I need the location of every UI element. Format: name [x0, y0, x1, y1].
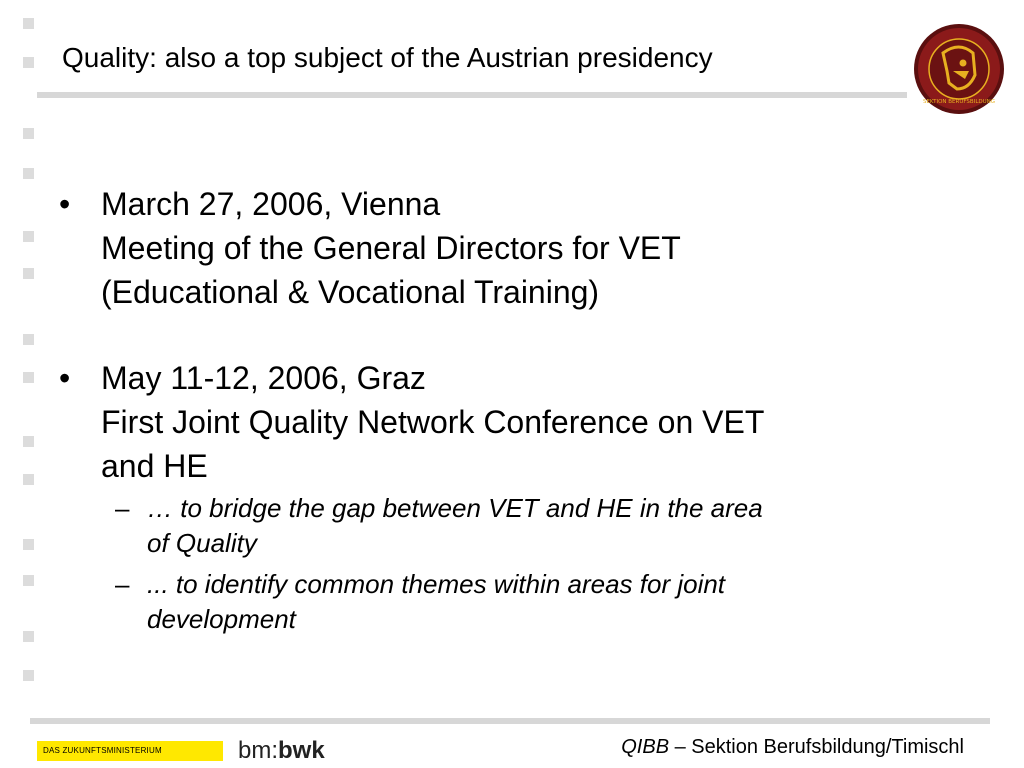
bullet-line: (Educational & Vocational Training): [101, 274, 600, 310]
sub-bullet-item: [55, 491, 985, 561]
svg-text:SEKTION BERUFSBILDUNG: SEKTION BERUFSBILDUNG: [922, 99, 996, 105]
deco-square: [23, 575, 34, 586]
qibb-label: QIBB: [621, 736, 670, 758]
bullet-dot: •: [59, 186, 71, 222]
bullet-item: [55, 356, 985, 488]
footer-credit: [621, 733, 964, 761]
bullet-line: Meeting of the General Directors for VET: [101, 230, 681, 266]
bullet-dot: •: [59, 360, 71, 396]
deco-square: [23, 474, 34, 485]
sub-bullet-line: ... to identify common themes within areas for joint: [147, 569, 726, 599]
deco-square: [23, 231, 34, 242]
bullet-line: First Joint Quality Network Conference on VET: [101, 404, 765, 440]
deco-square: [23, 18, 34, 29]
bullet-line: May 11-12, 2006, Graz: [101, 360, 426, 396]
sub-bullet-line: … to bridge the gap between VET and HE in the area: [147, 493, 763, 523]
bullet-line: and HE: [101, 448, 208, 484]
deco-square: [23, 539, 34, 550]
brand-suffix: bwk: [278, 737, 325, 764]
bullet-item: [55, 182, 985, 314]
deco-square: [23, 372, 34, 383]
brand-prefix: bm:: [238, 737, 279, 764]
sub-bullet-line: development: [147, 604, 296, 634]
slide-title: Quality: also a top subject of the Austrian presidency: [62, 42, 713, 73]
deco-square: [23, 268, 34, 279]
bullet-line: March 27, 2006, Vienna: [101, 186, 441, 222]
deco-square: [23, 128, 34, 139]
sub-bullet-line: of Quality: [147, 528, 257, 558]
footer-divider: [30, 718, 990, 724]
ministry-banner: DAS ZUKUNFTSMINISTERIUM: [37, 741, 223, 761]
sub-bullet-dash: –: [115, 569, 130, 599]
deco-square: [23, 57, 34, 68]
deco-square: [23, 631, 34, 642]
deco-square: [23, 670, 34, 681]
bmbwk-logo: [238, 737, 325, 765]
slide-body: [55, 182, 985, 637]
sub-bullet-item: [55, 567, 985, 637]
deco-square: [23, 168, 34, 179]
deco-square: [23, 436, 34, 447]
sektion-berufsbildung-logo-icon: [913, 23, 1005, 115]
credit-text: – Sektion Berufsbildung/Timischl: [669, 736, 964, 758]
sub-bullet-dash: –: [115, 493, 130, 523]
title-divider: [37, 92, 907, 98]
deco-square: [23, 334, 34, 345]
